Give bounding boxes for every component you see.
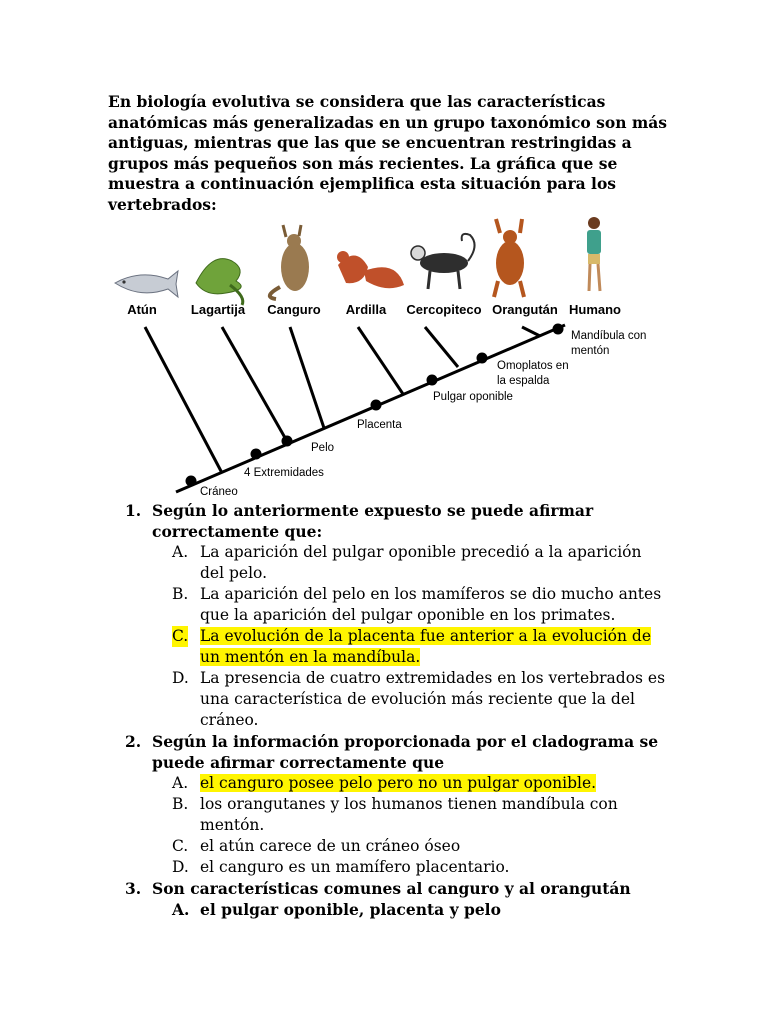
kangaroo-icon (270, 225, 309, 299)
question-number: 3. (125, 879, 142, 898)
monkey-icon (411, 234, 475, 289)
intro-text: En biología evolutiva se considera que las características anatómicas más generalizadas en un grupo taxonómico son más antiguas, mientras que las que se encuentran restringidas a grupos más pequeños son más recientes. La gráfica que se muestra a continuación ejemplifica esta situación para los vertebrados: (108, 92, 668, 214)
option-letter: A. (172, 543, 189, 561)
question-number: 2. (125, 732, 142, 751)
squirrel-icon (337, 251, 404, 288)
answer-option[interactable] (172, 899, 670, 920)
trait-label: mentón (571, 345, 610, 357)
taxon-label: Atún (127, 302, 157, 317)
option-text: los orangutanes y los humanos tienen mandíbula con mentón. (200, 795, 618, 834)
taxon-label: Canguro (267, 302, 321, 317)
intro-paragraph (108, 92, 668, 215)
question-stem: Son características comunes al canguro y al orangután (152, 879, 631, 898)
option-text: el pulgar oponible, placenta y pelo (200, 900, 501, 919)
answer-option[interactable] (172, 668, 670, 731)
option-letter: D. (172, 669, 189, 687)
cladogram (0, 205, 768, 505)
trait-label: Pelo (311, 442, 335, 454)
trait-label: 4 Extremidades (244, 467, 324, 479)
option-letter: B. (172, 585, 189, 603)
trait-label: Placenta (357, 419, 402, 431)
question-3 (110, 878, 670, 920)
option-text: La aparición del pelo en los mamíferos se dio mucho antes que la aparición del pulgar oponible en los primates. (200, 585, 662, 624)
trait-label: la espalda (497, 375, 550, 387)
option-letter: C. (172, 627, 189, 645)
trait-label: Cráneo (200, 486, 238, 498)
taxon-label: Orangután (492, 302, 558, 317)
answer-option[interactable] (172, 542, 670, 584)
question-stem: Según lo anteriormente expuesto se puede afirmar correctamente que: (152, 501, 594, 541)
option-text: el atún carece de un cráneo óseo (200, 837, 461, 855)
answer-option[interactable] (172, 836, 670, 857)
orangutan-icon (494, 219, 524, 297)
trait-label: Mandíbula con (571, 330, 647, 342)
answer-option-highlighted[interactable] (172, 773, 670, 794)
option-letter: A. (172, 900, 190, 919)
option-text: La evolución de la placenta fue anterior a la evolución de un mentón en la mandíbula. (200, 627, 651, 666)
option-letter: D. (172, 858, 189, 876)
option-text: el canguro posee pelo pero no un pulgar oponible. (200, 774, 597, 792)
tuna-icon (115, 271, 178, 297)
option-text: La aparición del pulgar oponible precedió a la aparición del pelo. (200, 543, 642, 582)
question-1 (110, 500, 670, 731)
human-icon (587, 217, 601, 291)
question-list (110, 500, 670, 920)
option-letter: A. (172, 774, 189, 792)
answer-option[interactable] (172, 584, 670, 626)
question-2 (110, 731, 670, 878)
trait-label: Omoplatos en (497, 360, 569, 372)
answer-option-highlighted[interactable] (172, 626, 670, 668)
taxon-label: Ardilla (345, 302, 387, 317)
taxon-label: Lagartija (190, 302, 246, 317)
answer-option[interactable] (172, 857, 670, 878)
lizard-icon (196, 259, 243, 305)
answer-option[interactable] (172, 794, 670, 836)
question-number: 1. (125, 501, 142, 520)
question-stem: Según la información proporcionada por el cladograma se puede afirmar correctamente que (152, 732, 659, 772)
option-letter: B. (172, 795, 189, 813)
taxon-label: Cercopiteco (406, 302, 482, 317)
option-text: La presencia de cuatro extremidades en los vertebrados es una característica de evolución más reciente que la del cráneo. (200, 669, 666, 729)
cladogram-branches (145, 325, 565, 492)
option-text: el canguro es un mamífero placentario. (200, 858, 510, 876)
taxon-label: Humano (569, 302, 621, 317)
trait-label: Pulgar oponible (433, 391, 513, 403)
option-letter: C. (172, 837, 189, 855)
